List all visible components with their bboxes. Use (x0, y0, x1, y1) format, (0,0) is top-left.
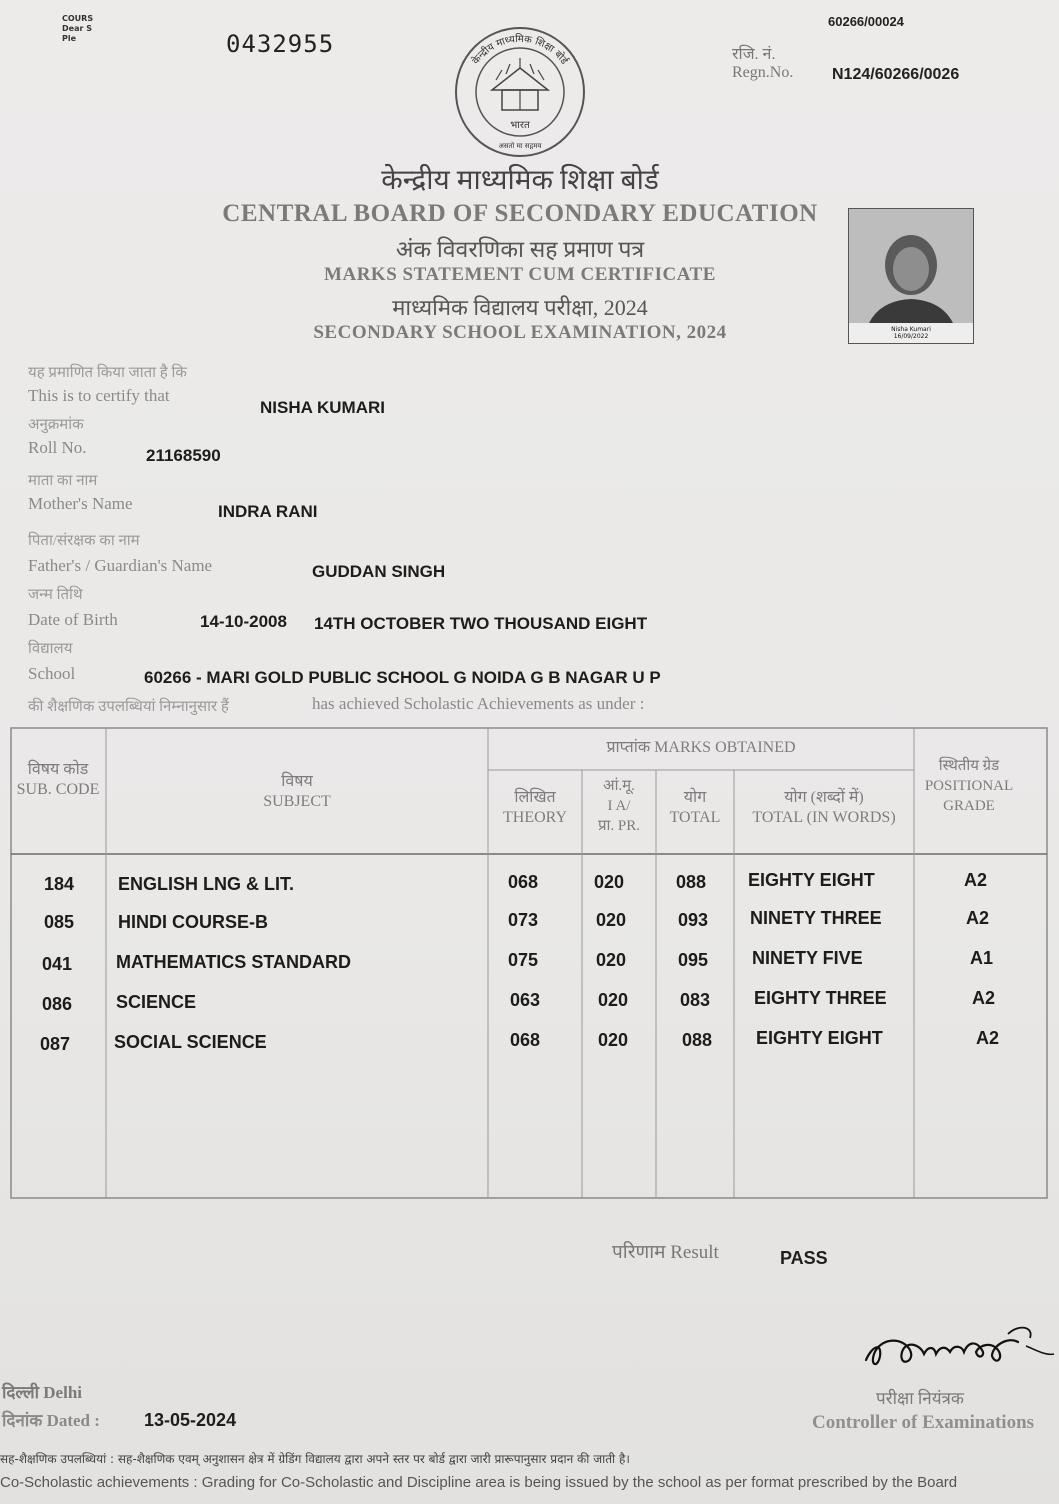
regn-label-hindi: रजि. नं. (732, 46, 776, 63)
row-theory: 073 (508, 910, 539, 930)
row-subject: SOCIAL SCIENCE (114, 1032, 267, 1052)
row-subject: SCIENCE (116, 992, 197, 1012)
document-title-hindi: अंक विवरणिका सह प्रमाण पत्र (395, 237, 645, 262)
row-sub-code: 041 (42, 954, 73, 974)
row-total: 095 (678, 950, 709, 970)
row-ia: 020 (594, 872, 625, 892)
row-grade: A2 (972, 988, 996, 1008)
dob-label-hindi: जन्म तिथि (28, 587, 83, 603)
dob-label: Date of Birth (28, 610, 118, 629)
roll-number: 21168590 (146, 446, 221, 465)
serial-number: 0432955 (226, 30, 335, 58)
header-ia-label: I A/ (607, 798, 631, 814)
row-grade: A2 (964, 870, 988, 890)
photo-caption-date: 16/09/2022 (893, 333, 929, 340)
father-name: GUDDAN SINGH (312, 562, 446, 581)
student-name: NISHA KUMARI (260, 398, 385, 417)
certificate-title-block (200, 160, 840, 344)
regn-label: Regn.No. (732, 64, 794, 81)
controller-signature-icon (858, 1316, 1058, 1386)
achieved-label-hindi: की शैक्षणिक उपलब्धियां निम्नानुसार हैं (28, 699, 229, 715)
certify-label-hindi: यह प्रमाणित किया जाता है कि (28, 365, 187, 381)
marks-table (10, 720, 1050, 1200)
exam-title-hindi: माध्यमिक विद्यालय परीक्षा, 2024 (392, 295, 648, 320)
issue-place: दिल्ली Delhi (2, 1383, 82, 1402)
mother-label-hindi: माता का नाम (28, 473, 98, 489)
header-total-words-label: TOTAL (IN WORDS) (752, 809, 896, 826)
corner-note-line: Dear S (62, 24, 92, 33)
school-label-hindi: विद्यालय (28, 641, 73, 657)
cbse-seal-icon (452, 24, 588, 160)
father-label-hindi: पिता/संरक्षक का नाम (28, 533, 140, 549)
row-sub-code: 085 (44, 912, 75, 932)
row-subject: ENGLISH LNG & LIT. (118, 874, 295, 894)
board-name-hindi: केन्द्रीय माध्यमिक शिक्षा बोर्ड (381, 165, 659, 196)
header-marks-label: MARKS OBTAINED (654, 739, 796, 756)
issue-date: 13-05-2024 (144, 1410, 237, 1430)
achieved-label: has achieved Scholastic Achievements as under : (312, 694, 645, 713)
row-grade: A2 (976, 1028, 1000, 1048)
header-marks-hindi: प्राप्तांक (606, 739, 651, 756)
result-value: PASS (780, 1248, 828, 1268)
header-marks-obtained (490, 738, 912, 758)
header-grade-hindi: स्थितीय ग्रेड (938, 758, 1000, 774)
header-grade (916, 756, 1022, 816)
row-theory: 068 (510, 1030, 541, 1050)
student-photo (848, 208, 974, 344)
header-ia-hindi: आं.मू. (603, 778, 635, 794)
row-sub-code: 086 (42, 994, 73, 1014)
row-ia: 020 (596, 910, 627, 930)
regn-number: N124/60266/0026 (832, 66, 960, 83)
header-theory (490, 788, 580, 828)
row-ia: 020 (596, 950, 627, 970)
certify-label: This is to certify that (28, 386, 170, 405)
co-scholastic-note: Co-Scholastic achievements : Grading for Co-Scholastic and Discipline area is being issued by the school as per format prescribed by the Board (0, 1474, 958, 1491)
row-theory: 063 (510, 990, 541, 1010)
document-title: MARKS STATEMENT CUM CERTIFICATE (324, 264, 716, 285)
dated-label: दिनांक Dated : (2, 1411, 100, 1430)
corner-note-line: Ple (62, 34, 77, 43)
exam-title: SECONDARY SCHOOL EXAMINATION, 2024 (313, 322, 727, 343)
row-total-words: EIGHTY EIGHT (756, 1028, 883, 1048)
co-scholastic-note-hindi: सह-शैक्षणिक उपलब्धियां : सह-शैक्षणिक एवम् अनुशासन क्षेत्र में ग्रेडिंग विद्यालय द्वारा अपने स्तर पर बोर्ड द्वारा जारी प्रारूपानुसार प्रदान की जाती है। (0, 1452, 630, 1466)
header-pr-label: प्रा. PR. (597, 818, 641, 834)
row-subject: HINDI COURSE-B (118, 912, 269, 932)
row-theory: 075 (508, 950, 539, 970)
header-grade-label: POSITIONAL GRADE (924, 778, 1014, 814)
header-sub-code (12, 760, 104, 800)
header-subject (108, 772, 486, 812)
row-theory: 068 (508, 872, 539, 892)
row-total-words: EIGHTY EIGHT (748, 870, 875, 890)
row-sub-code: 087 (40, 1034, 71, 1054)
seal-motto: असतो मा सद्गमय (498, 142, 542, 150)
header-total-hindi: योग (683, 789, 707, 806)
result-label: परिणाम Result (612, 1242, 719, 1263)
seal-text-top: केन्द्रीय माध्यमिक शिक्षा बोर्ड (470, 33, 570, 67)
corner-note (62, 14, 93, 44)
mother-name: INDRA RANI (218, 502, 318, 521)
row-ia: 020 (598, 990, 629, 1010)
top-reference-number: 60266/00024 (828, 14, 904, 29)
row-total-words: NINETY THREE (750, 908, 882, 928)
photo-caption (849, 326, 973, 340)
row-total: 083 (680, 990, 711, 1010)
mother-label: Mother's Name (28, 494, 133, 513)
header-subject-hindi: विषय (281, 773, 313, 790)
header-ia-pr (584, 776, 654, 836)
father-label: Father's / Guardian's Name (28, 556, 213, 575)
row-total-words: NINETY FIVE (752, 948, 863, 968)
row-subject: MATHEMATICS STANDARD (116, 952, 351, 972)
controller-title: Controller of Examinations (812, 1412, 1035, 1433)
school-label: School (28, 664, 76, 683)
roll-label: Roll No. (28, 438, 87, 457)
header-total-label: TOTAL (669, 809, 721, 826)
roll-label-hindi: अनुक्रमांक (28, 417, 84, 433)
row-total: 088 (676, 872, 707, 892)
header-total-words-hindi: योग (शब्दों में) (784, 789, 864, 806)
row-grade: A1 (970, 948, 994, 968)
student-portrait-icon (849, 209, 973, 343)
date-of-birth: 14-10-2008 (200, 612, 287, 631)
row-total: 088 (682, 1030, 713, 1050)
header-theory-label: THEORY (503, 809, 567, 826)
row-ia: 020 (598, 1030, 629, 1050)
seal-text-mid: भारत (510, 120, 530, 131)
corner-note-line: COURS (62, 14, 94, 23)
header-sub-code-hindi: विषय कोड (27, 761, 89, 778)
header-theory-hindi: लिखित (514, 789, 556, 806)
photo-caption-name: Nisha Kumari (891, 326, 931, 333)
school-name: 60266 - MARI GOLD PUBLIC SCHOOL G NOIDA G B NAGAR U P (144, 668, 661, 687)
header-sub-code-label: SUB. CODE (16, 781, 100, 798)
controller-title-hindi: परीक्षा नियंत्रक (876, 1389, 964, 1408)
row-sub-code: 184 (44, 874, 75, 894)
header-total (658, 788, 732, 828)
row-total-words: EIGHTY THREE (754, 988, 887, 1008)
row-grade: A2 (966, 908, 990, 928)
header-total-words (736, 788, 912, 828)
header-subject-label: SUBJECT (263, 793, 331, 810)
date-of-birth-words: 14TH OCTOBER TWO THOUSAND EIGHT (314, 614, 648, 633)
board-name: CENTRAL BOARD OF SECONDARY EDUCATION (222, 200, 818, 227)
row-total: 093 (678, 910, 709, 930)
